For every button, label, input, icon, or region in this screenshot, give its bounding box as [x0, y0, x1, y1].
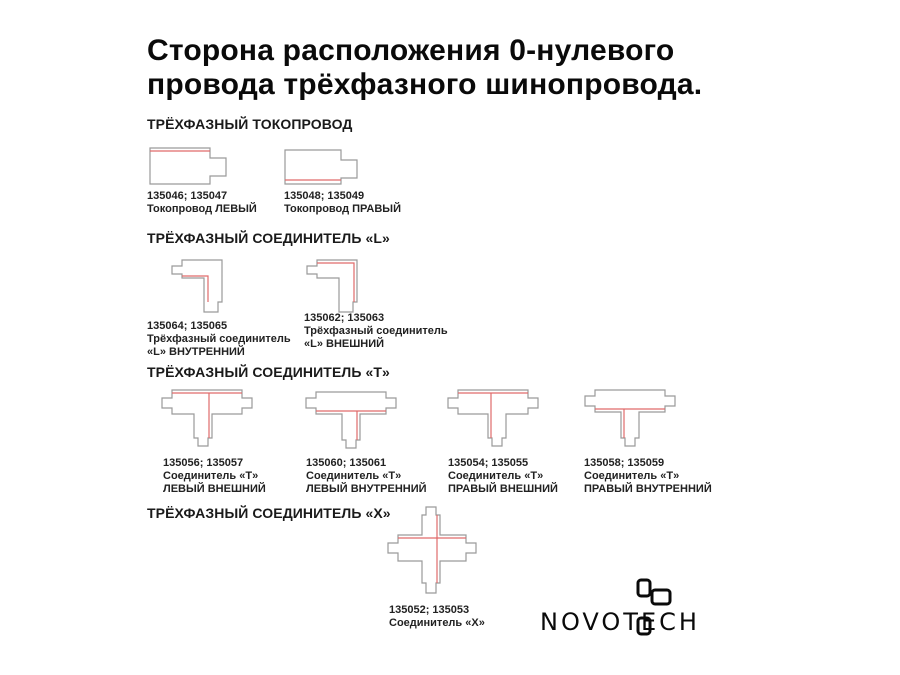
t-connector-left-outer-diagram — [160, 388, 256, 452]
x-connector-caption — [389, 604, 485, 630]
section-heading-track: ТРЁХФАЗНЫЙ ТОКОПРОВОД — [147, 116, 353, 132]
item-name: Соединитель «Т» — [306, 470, 402, 482]
track-left-caption — [147, 190, 257, 216]
section-heading-x-connector: ТРЁХФАЗНЫЙ СОЕДИНИТЕЛЬ «Х» — [147, 505, 391, 521]
item-name: Соединитель «Т» — [163, 470, 259, 482]
t-connector-left-inner-caption — [306, 457, 427, 496]
item-name-2: «L» ВНЕШНИЙ — [304, 338, 385, 350]
item-codes: 135062; 135063 — [304, 312, 385, 324]
t-connector-left-inner-diagram — [304, 390, 400, 454]
item-name-2: «L» ВНУТРЕННИЙ — [147, 346, 245, 358]
item-codes: 135064; 135065 — [147, 320, 228, 332]
title-line-2: провода трёхфазного шинопровода. — [147, 68, 703, 101]
t-connector-right-outer-caption — [448, 457, 558, 496]
page-title — [147, 34, 702, 102]
item-codes: 135060; 135061 — [306, 457, 387, 469]
item-name: Трёхфазный соединитель — [147, 333, 291, 345]
t-connector-right-inner-diagram — [583, 388, 679, 452]
item-codes: 135046; 135047 — [147, 190, 228, 202]
item-name: Трёхфазный соединитель — [304, 325, 448, 337]
item-name: Соединитель «Т» — [448, 470, 544, 482]
item-codes: 135054; 135055 — [448, 457, 529, 469]
item-name-2: ПРАВЫЙ ВНУТРЕННИЙ — [584, 483, 712, 495]
title-line-1: Сторона расположения 0-нулевого — [147, 34, 675, 67]
track-right-diagram — [283, 148, 373, 188]
item-name: Соединитель «Т» — [584, 470, 680, 482]
t-connector-right-inner-caption — [584, 457, 712, 496]
item-codes: 135058; 135059 — [584, 457, 665, 469]
track-right-caption — [284, 190, 401, 216]
item-name: Соединитель «Х» — [389, 617, 485, 629]
item-name-2: ПРАВЫЙ ВНЕШНИЙ — [448, 483, 558, 495]
l-connector-outer-caption — [304, 312, 448, 351]
item-codes: 135056; 135057 — [163, 457, 244, 469]
t-connector-left-outer-caption — [163, 457, 266, 496]
section-heading-t-connector: ТРЁХФАЗНЫЙ СОЕДИНИТЕЛЬ «Т» — [147, 364, 390, 380]
l-connector-inner-caption — [147, 320, 291, 359]
t-connector-right-outer-diagram — [446, 388, 542, 452]
item-name: Токопровод ПРАВЫЙ — [284, 203, 401, 215]
x-connector-diagram — [386, 505, 480, 597]
l-connector-inner-diagram — [168, 258, 228, 318]
item-name-2: ЛЕВЫЙ ВНУТРЕННИЙ — [306, 483, 427, 495]
item-codes: 135052; 135053 — [389, 604, 470, 616]
item-name-2: ЛЕВЫЙ ВНЕШНИЙ — [163, 483, 266, 495]
item-name: Токопровод ЛЕВЫЙ — [147, 203, 257, 215]
item-codes: 135048; 135049 — [284, 190, 365, 202]
novotech-logo — [540, 578, 760, 638]
section-heading-l-connector: ТРЁХФАЗНЫЙ СОЕДИНИТЕЛЬ «L» — [147, 230, 390, 246]
track-left-diagram — [148, 146, 238, 186]
l-connector-outer-diagram — [303, 258, 363, 318]
logo-text: NOVOTECH — [540, 608, 700, 636]
